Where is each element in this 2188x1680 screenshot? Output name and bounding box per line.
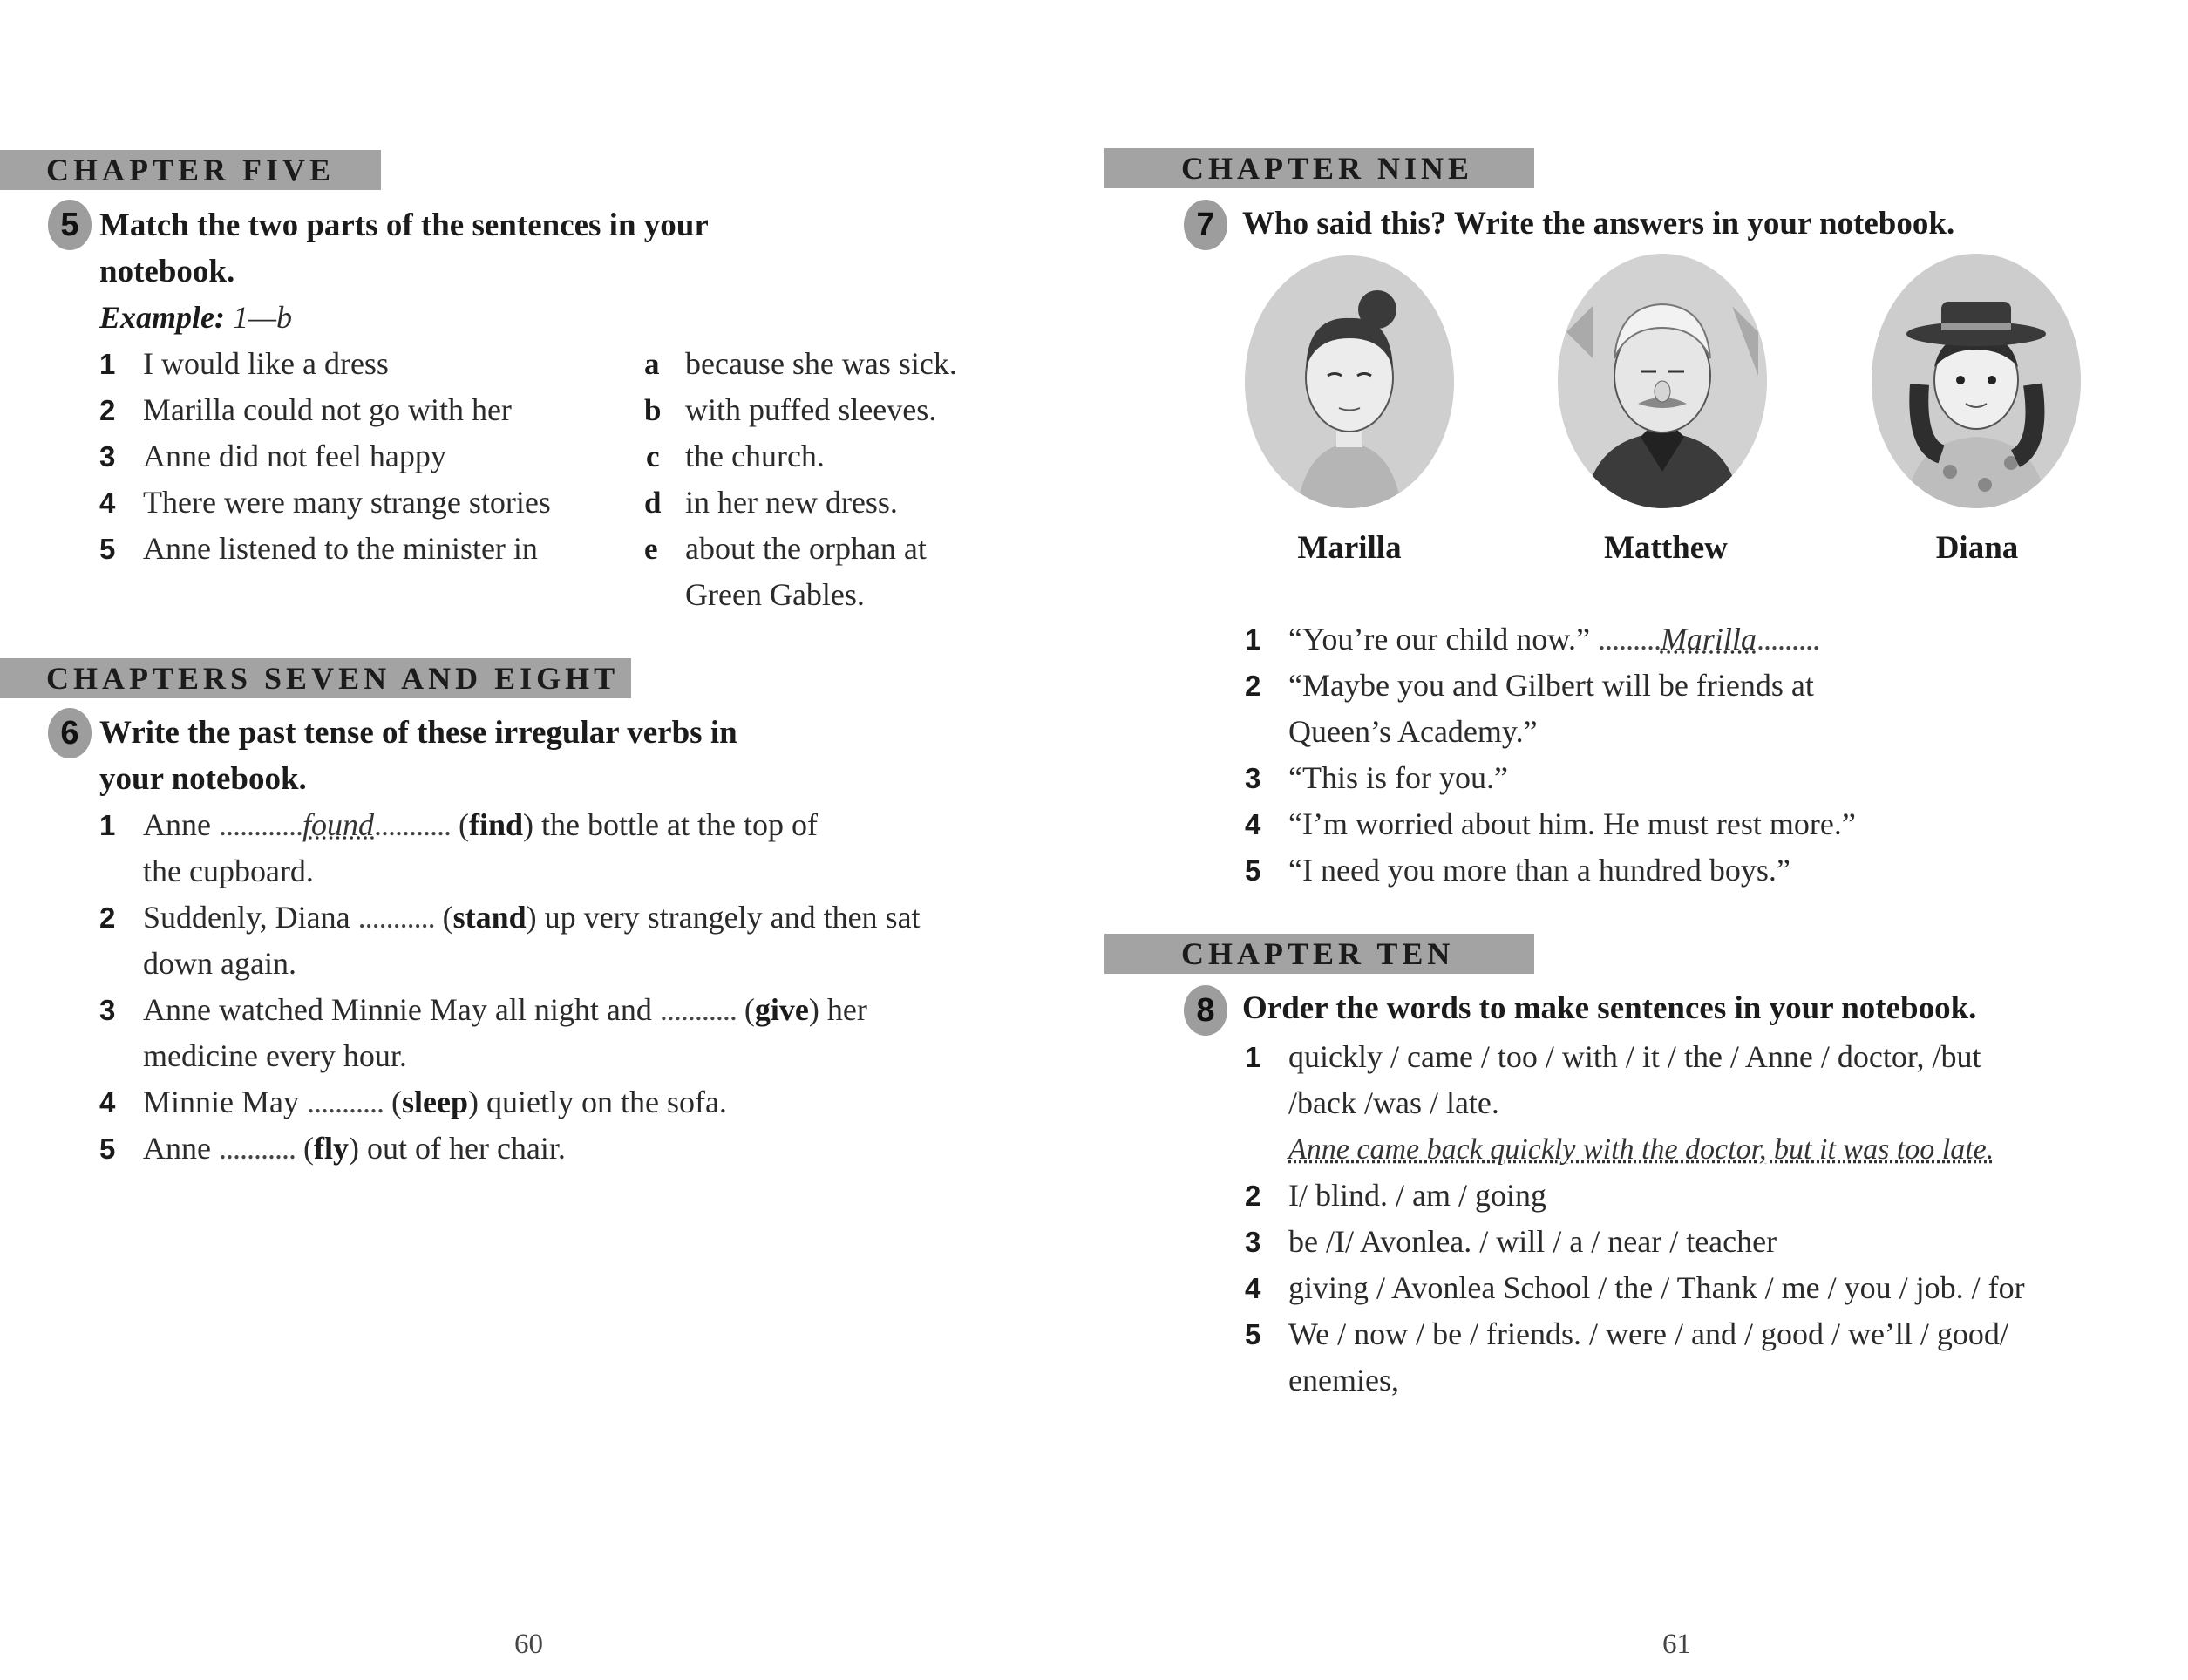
item-number: 4 xyxy=(1245,1272,1261,1304)
item-number: 3 xyxy=(99,994,116,1026)
page-number-left: 60 xyxy=(514,1629,543,1660)
item-text: I/ blind. / am / going xyxy=(1288,1178,1546,1213)
item-number: 1 xyxy=(1245,1041,1261,1073)
item-number: 4 xyxy=(1245,808,1261,840)
item-number: 3 xyxy=(1245,762,1261,794)
handwritten-answer: found xyxy=(302,807,374,842)
exercise-5-example: Example: 1—b xyxy=(99,300,292,335)
item-text: I would like a dress xyxy=(143,346,389,381)
item-text: Suddenly, Diana ........... (stand) up very strangely and then sat xyxy=(143,900,921,935)
chapter-ten-banner: CHAPTER TEN xyxy=(1104,934,1534,974)
item-number: 1 xyxy=(99,348,116,380)
item-text: Anne watched Minnie May all night and ........... (give) her xyxy=(143,992,867,1027)
item-text: Anne ............found........... (find) the bottle at the top of xyxy=(143,807,818,842)
item-text-continued: down again. xyxy=(143,946,296,981)
exercise-number-7: 7 xyxy=(1184,200,1227,250)
portrait-label-matthew: Matthew xyxy=(1604,530,1728,566)
option-letter: b xyxy=(644,393,662,427)
option-letter: e xyxy=(644,532,658,566)
item-text: There were many strange stories xyxy=(143,485,551,520)
chapters-seven-eight-banner: CHAPTERS SEVEN AND EIGHT xyxy=(0,658,631,698)
option-text: in her new dress. xyxy=(685,485,898,520)
item-number: 2 xyxy=(1245,1180,1261,1212)
portrait-label-diana: Diana xyxy=(1935,530,2019,566)
item-text: “I’m worried about him. He must rest more.” xyxy=(1288,806,1856,841)
item-number: 4 xyxy=(99,1086,116,1119)
option-text: with puffed sleeves. xyxy=(685,392,937,427)
item-text: Marilla could not go with her xyxy=(143,392,512,427)
item-text: quickly / came / too / with / it / the / Anne / doctor, /but xyxy=(1288,1039,1981,1074)
item-text: “This is for you.” xyxy=(1288,760,1508,795)
item-number: 1 xyxy=(99,809,116,841)
diana-portrait xyxy=(1872,254,2081,508)
item-number: 3 xyxy=(1245,1226,1261,1258)
item-text-continued: /back /was / late. xyxy=(1288,1085,1499,1120)
item-text: Minnie May ........... (sleep) quietly on the sofa. xyxy=(143,1085,727,1119)
option-letter: d xyxy=(644,486,662,520)
exercise-7-instruction: Who said this? Write the answers in your notebook. xyxy=(1242,206,1955,241)
item-number: 5 xyxy=(99,533,116,565)
item-number: 5 xyxy=(1245,1318,1261,1350)
option-text: because she was sick. xyxy=(685,346,957,381)
item-text: We / now / be / friends. / were / and / good / we’ll / good/ xyxy=(1288,1316,2008,1351)
handwritten-answer: Anne came back quickly with the doctor, but it was too late. xyxy=(1288,1133,1994,1166)
item-text: be /I/ Avonlea. / will / a / near / teacher xyxy=(1288,1224,1777,1259)
page-number-right: 61 xyxy=(1662,1629,1691,1660)
item-text-continued: the cupboard. xyxy=(143,854,314,888)
item-number: 1 xyxy=(1245,623,1261,656)
item-number: 2 xyxy=(99,901,116,934)
exercise-number-5: 5 xyxy=(48,200,92,250)
exercise-6-instruction: Write the past tense of these irregular verbs in your notebook. xyxy=(99,715,737,797)
item-text: “I need you more than a hundred boys.” xyxy=(1288,853,1790,888)
item-number: 5 xyxy=(1245,854,1261,887)
item-number: 2 xyxy=(1245,670,1261,702)
item-number: 3 xyxy=(99,440,116,473)
exercise-5-instruction: Match the two parts of the sentences in your notebook. xyxy=(99,207,709,289)
item-text-continued: Queen’s Academy.” xyxy=(1288,714,1538,749)
exercise-8-instruction: Order the words to make sentences in your notebook. xyxy=(1242,990,1977,1026)
option-text-continued: Green Gables. xyxy=(685,577,865,612)
marilla-portrait xyxy=(1245,255,1454,508)
option-text: the church. xyxy=(685,439,825,473)
option-letter: a xyxy=(644,347,660,381)
item-text: giving / Avonlea School / the / Thank / me / you / job. / for xyxy=(1288,1270,2025,1305)
item-text: “Maybe you and Gilbert will be friends at xyxy=(1288,668,1814,703)
item-text-continued: enemies, xyxy=(1288,1363,1399,1398)
item-number: 2 xyxy=(99,394,116,426)
chapter-nine-banner: CHAPTER NINE xyxy=(1104,148,1534,188)
option-text: about the orphan at xyxy=(685,531,927,566)
item-text: “You’re our child now.” .........Marilla......... xyxy=(1288,622,1819,656)
exercise-number-8: 8 xyxy=(1184,985,1227,1036)
handwritten-answer: Marilla xyxy=(1660,622,1757,656)
matthew-portrait xyxy=(1558,254,1767,508)
chapter-five-banner: CHAPTER FIVE xyxy=(0,150,381,190)
exercise-number-6: 6 xyxy=(48,708,92,758)
item-number: 4 xyxy=(99,486,116,519)
option-letter: c xyxy=(646,439,660,473)
item-text: Anne ........... (fly) out of her chair. xyxy=(143,1131,566,1166)
item-text: Anne did not feel happy xyxy=(143,439,446,473)
item-text-continued: medicine every hour. xyxy=(143,1038,407,1073)
item-text: Anne listened to the minister in xyxy=(143,531,538,566)
portrait-label-marilla: Marilla xyxy=(1297,530,1402,566)
item-number: 5 xyxy=(99,1132,116,1165)
